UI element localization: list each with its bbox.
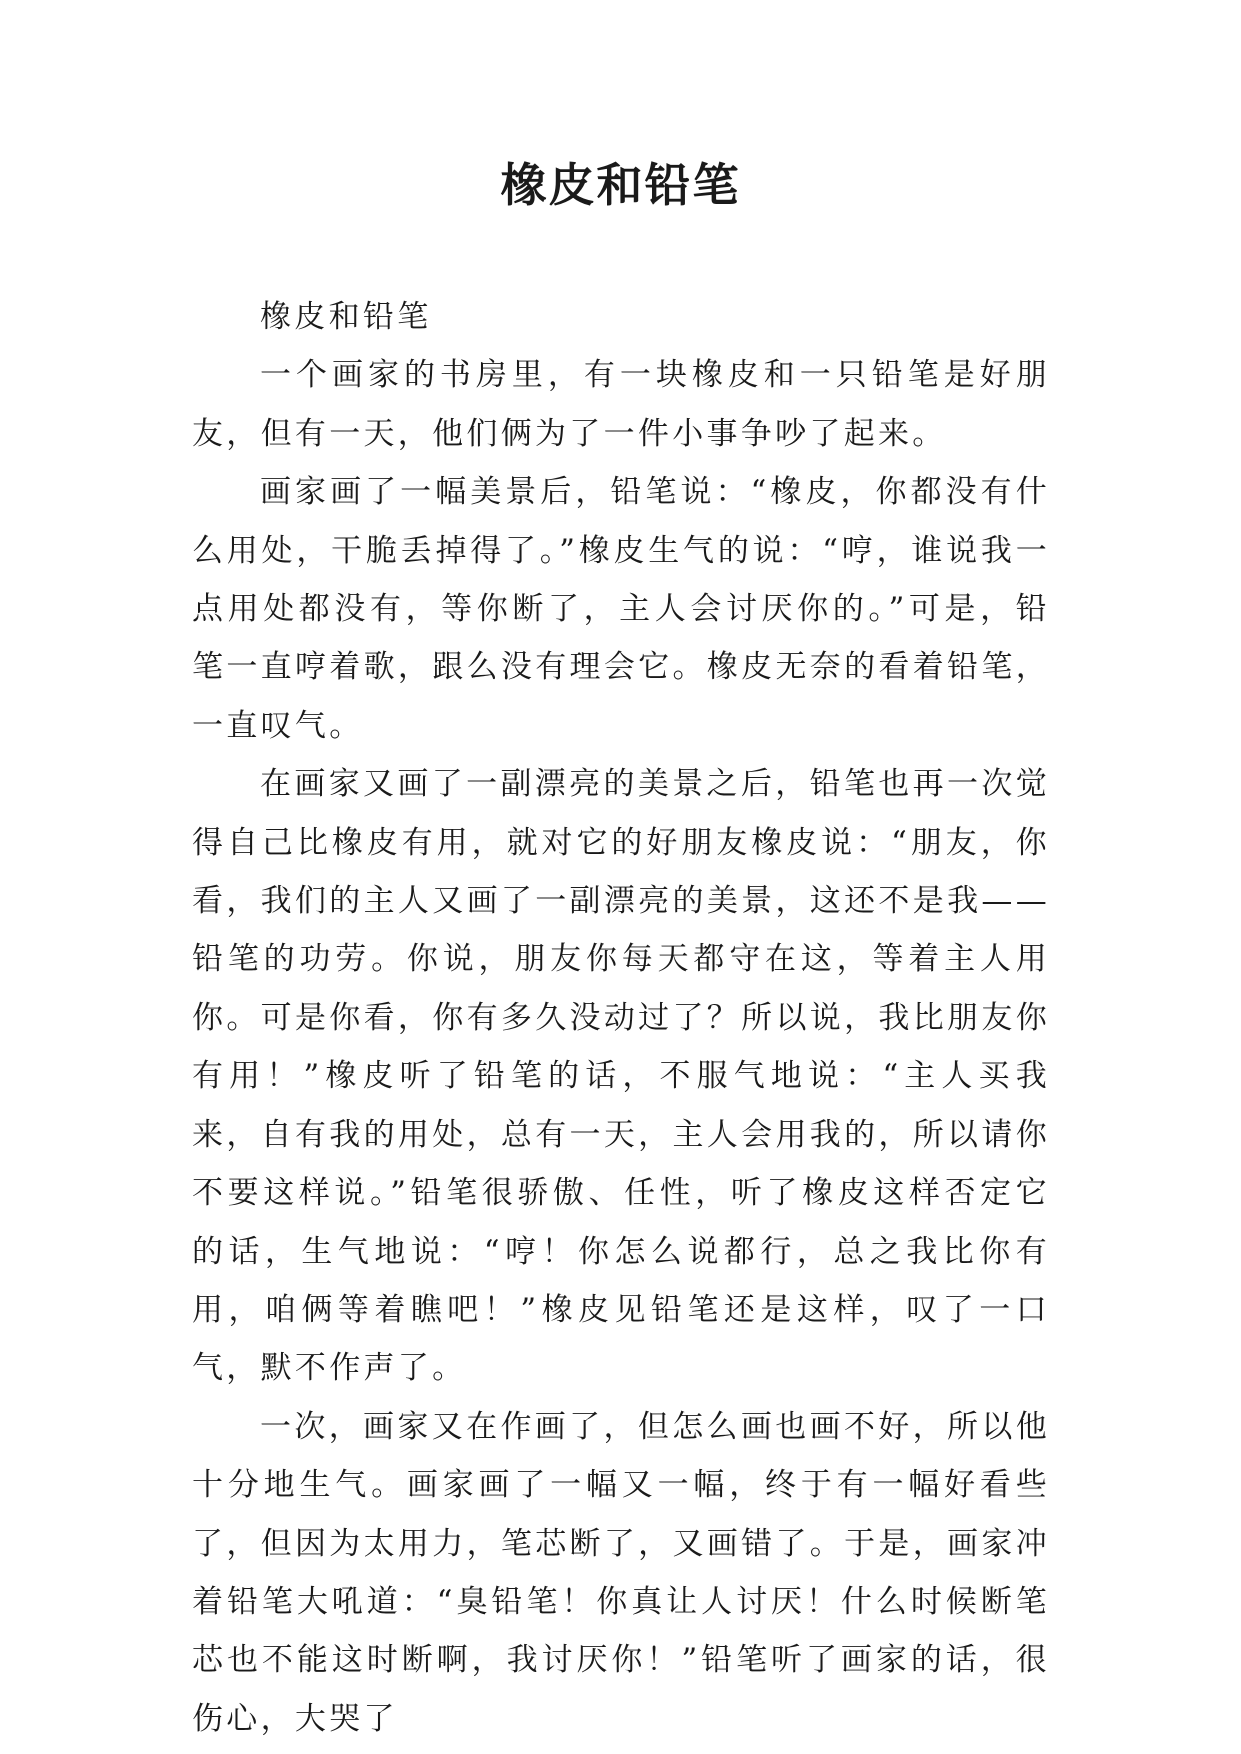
document-title: 橡皮和铅笔 [500,158,741,212]
document-body [192,288,1050,1748]
paragraph: 一次，画家又在作画了，但怎么画也画不好，所以他十分地生气。画家画了一幅又一幅，终于有一幅好看些了，但因为太用力，笔芯断了，又画错了。于是，画家冲着铅笔大吼道：“臭铅笔！你真让人讨厌！什么时候断笔芯也不能这时断啊，我讨厌你！”铅笔听了画家的话，很伤心，大哭了 [192,1408,1050,1737]
paragraph: 一个画家的书房里，有一块橡皮和一只铅笔是好朋友，但有一天，他们俩为了一件小事争吵了起来。 [192,357,1050,452]
paragraph: 在画家又画了一副漂亮的美景之后，铅笔也再一次觉得自己比橡皮有用，就对它的好朋友橡皮说：“朋友，你看，我们的主人又画了一副漂亮的美景，这还不是我——铅笔的功劳。你说，朋友你每天都守在这，等着主人用你。可是你看，你有多久没动过了？所以说，我比朋友你有用！”橡皮听了铅笔的话，不服气地说：“主人买我来，自有我的用处，总有一天，主人会用我的，所以请你不要这样说。”铅笔很骄傲、任性，听了橡皮这样否定它的话，生气地说：“哼！你怎么说都行，总之我比你有用，咱俩等着瞧吧！”橡皮见铅笔还是这样，叹了一口气，默不作声了。 [192,766,1050,1387]
paragraph: 画家画了一幅美景后，铅笔说：“橡皮，你都没有什么用处，干脆丢掉得了。”橡皮生气的说：“哼，谁说我一点用处都没有，等你断了，主人会讨厌你的。”可是，铅笔一直哼着歌，跟么没有理会它。橡皮无奈的看着铅笔，一直叹气。 [192,474,1050,744]
paragraph-subtitle: 橡皮和铅笔 [260,299,432,335]
